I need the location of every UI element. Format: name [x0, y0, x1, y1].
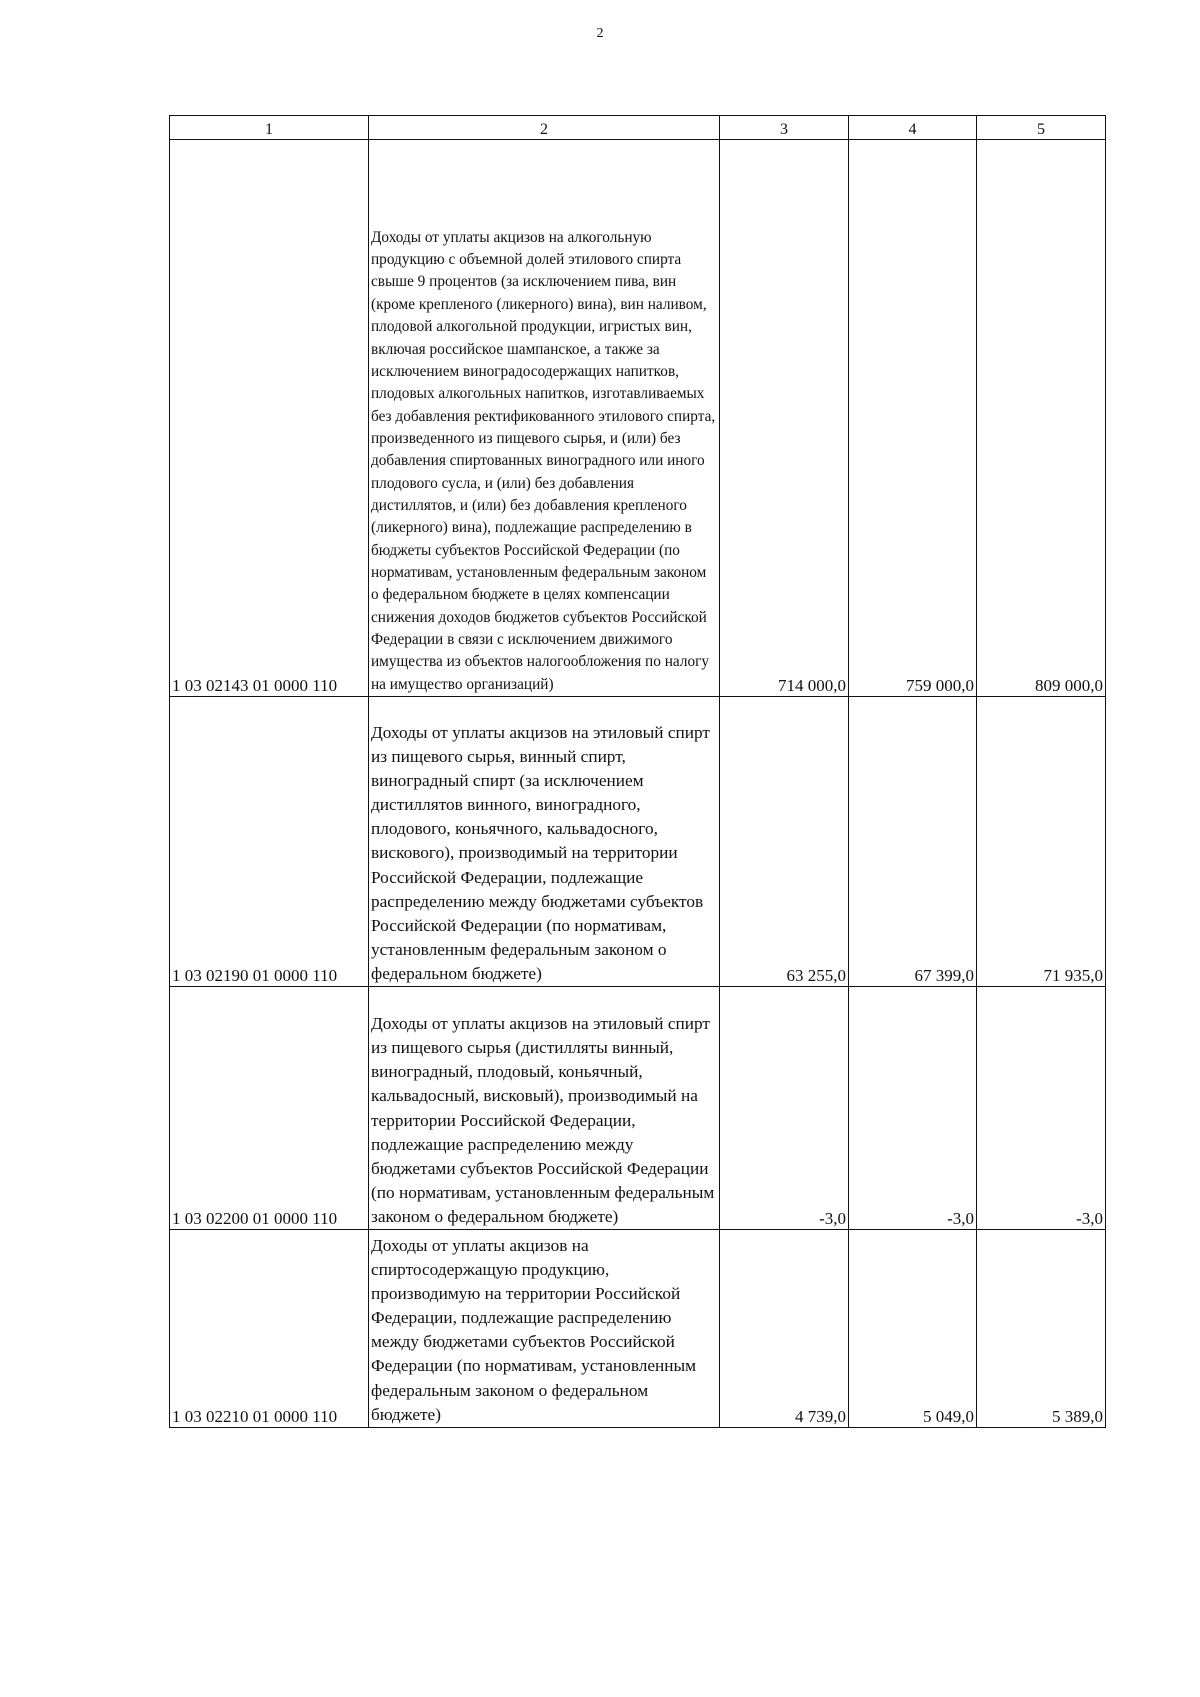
table-row — [170, 1230, 1106, 1428]
amount-year-3: 5 389,0 — [977, 1230, 1106, 1428]
column-header: 1 — [170, 116, 369, 140]
column-header: 3 — [720, 116, 849, 140]
amount-year-2: -3,0 — [849, 987, 977, 1230]
amount-year-1: -3,0 — [720, 987, 849, 1230]
table-row — [170, 697, 1106, 987]
table-row — [170, 987, 1106, 1230]
amount-year-1: 714 000,0 — [720, 140, 849, 697]
column-header: 2 — [369, 116, 720, 140]
revenue-description — [369, 140, 720, 697]
column-header: 5 — [977, 116, 1106, 140]
revenue-description-text: Доходы от уплаты акцизов на спиртосодержащую продукцию, производимую на территории Российской Федерации, подлежащие распределению между бюджетами субъектов Российской Федерации (по нормативам, установленным федеральным законом о федеральном бюджете) — [371, 1236, 697, 1424]
revenue-description-text: Доходы от уплаты акцизов на алкогольную продукцию с объемной долей этилового спирта свыше 9 процентов (за исключением пива, вин (кроме крепленого (ликерного) вина), вин наливом, плодовой алкогольной продукции, игристых вин, включая российское шампанское, а также за исключением виноградосодержащих напитков, плодовых алкогольных напитков, изготавливаемых без добавления ректификованного этилового спирта, произведенного из пищевого сырья, и (или) без добавления спиртованных виноградного или иного плодового сусла, и (или) без добавления дистиллятов, и (или) без добавления крепленого (ликерного) вина), подлежащие распределению в бюджеты субъектов Российской Федерации (по нормативам, установленным федеральным законом о федеральном бюджете в целях компенсации снижения доходов бюджетов субъектов Российской Федерации в связи с исключением движимого имущества из объектов налогообложения по налогу на имущество организаций) — [371, 228, 716, 693]
amount-year-3: 809 000,0 — [977, 140, 1106, 697]
revenue-description — [369, 987, 720, 1230]
budget-classification-code: 1 03 02210 01 0000 110 — [170, 1230, 369, 1428]
revenue-description-text: Доходы от уплаты акцизов на этиловый спирт из пищевого сырья (дистилляты винный, виноградный, плодовый, коньячный, кальвадосный, висковый), производимый на территории Российской Федерации, подлежащие распределению между бюджетами субъектов Российской Федерации (по нормативам, установленным федеральным законом о федеральном бюджете) — [371, 1014, 715, 1226]
table-header-row — [170, 116, 1106, 140]
amount-year-1: 4 739,0 — [720, 1230, 849, 1428]
amount-year-3: -3,0 — [977, 987, 1106, 1230]
revenue-description — [369, 1230, 720, 1428]
column-header: 4 — [849, 116, 977, 140]
amount-year-3: 71 935,0 — [977, 697, 1106, 987]
page-number: 2 — [596, 26, 604, 41]
budget-classification-code: 1 03 02200 01 0000 110 — [170, 987, 369, 1230]
amount-year-1: 63 255,0 — [720, 697, 849, 987]
budget-revenue-table — [169, 115, 1106, 1428]
budget-classification-code: 1 03 02190 01 0000 110 — [170, 697, 369, 987]
revenue-description-text: Доходы от уплаты акцизов на этиловый спирт из пищевого сырья, винный спирт, виноградный спирт (за исключением дистиллятов винного, виноградного, плодового, коньячного, кальвадосного, вискового), производимый на территории Российской Федерации, подлежащие распределению между бюджетами субъектов Российской Федерации (по нормативам, установленным федеральным законом о федеральном бюджете) — [371, 722, 710, 983]
revenue-description — [369, 697, 720, 987]
budget-classification-code: 1 03 02143 01 0000 110 — [170, 140, 369, 697]
amount-year-2: 5 049,0 — [849, 1230, 977, 1428]
amount-year-2: 759 000,0 — [849, 140, 977, 697]
table-row — [170, 140, 1106, 697]
amount-year-2: 67 399,0 — [849, 697, 977, 987]
